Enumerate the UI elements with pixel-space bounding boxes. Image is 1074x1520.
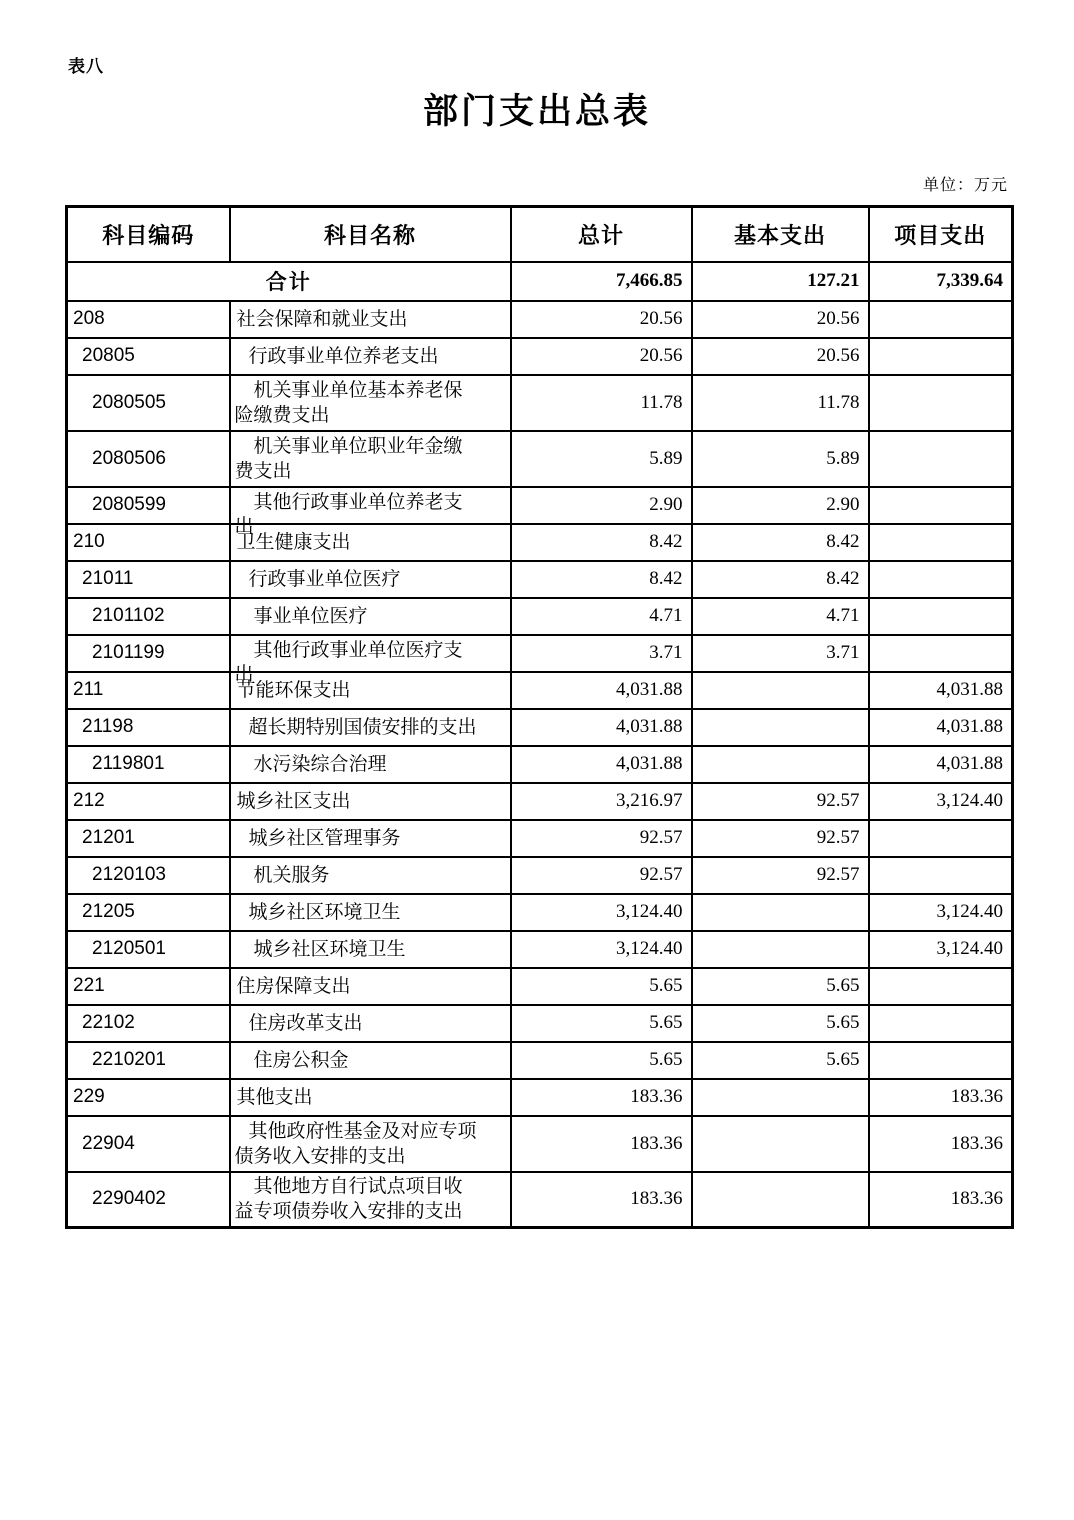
subject-name-line: 社会保障和就业支出	[236, 308, 408, 330]
subject-code-cell: 229	[67, 1079, 230, 1116]
project-expenditure-cell	[869, 375, 1013, 431]
basic-expenditure-cell: 8.42	[692, 524, 869, 561]
project-expenditure-cell: 3,124.40	[869, 783, 1013, 820]
project-expenditure-cell	[869, 338, 1013, 375]
basic-expenditure-cell	[692, 931, 869, 968]
basic-expenditure-cell	[692, 1172, 869, 1228]
subject-name-line: 其他行政事业单位医疗支	[253, 639, 463, 661]
project-expenditure-cell	[869, 857, 1013, 894]
subject-name-cell	[230, 1042, 511, 1079]
subject-code-cell: 21011	[67, 561, 230, 598]
project-expenditure-cell	[869, 635, 1013, 672]
subject-code-cell: 21205	[67, 894, 230, 931]
basic-expenditure-cell: 92.57	[692, 820, 869, 857]
column-header-total: 总计	[511, 207, 692, 262]
project-expenditure-cell: 4,031.88	[869, 709, 1013, 746]
subject-name-cell	[230, 1005, 511, 1042]
project-expenditure-cell	[869, 968, 1013, 1005]
subject-name-text	[235, 752, 504, 777]
subject-name-cell	[230, 524, 511, 561]
total-amount-cell: 8.42	[511, 561, 692, 598]
total-amount-cell: 4,031.88	[511, 672, 692, 709]
subject-name-line: 机关服务	[253, 864, 330, 886]
subject-name-text	[235, 900, 504, 925]
expenditure-table	[65, 205, 1014, 1229]
subject-name-cell	[230, 1079, 511, 1116]
project-expenditure-cell	[869, 301, 1013, 338]
subject-name-line: 超长期特别国债安排的支出	[248, 716, 477, 738]
total-amount-cell: 183.36	[511, 1172, 692, 1228]
sheet-label: 表八	[68, 57, 104, 76]
column-header-project: 项目支出	[869, 207, 1013, 262]
basic-expenditure-cell: 2.90	[692, 487, 869, 524]
subject-name-text	[235, 604, 504, 629]
table-row	[67, 375, 1013, 431]
total-amount-cell: 20.56	[511, 338, 692, 375]
total-amount-cell: 3,124.40	[511, 894, 692, 931]
subject-name-cell	[230, 561, 511, 598]
subject-name-line: 其他政府性基金及对应专项	[248, 1120, 477, 1142]
project-expenditure-cell: 4,031.88	[869, 746, 1013, 783]
basic-expenditure-cell: 20.56	[692, 301, 869, 338]
subject-name-text	[235, 1085, 504, 1110]
subject-name-cell	[230, 894, 511, 931]
table-row	[67, 968, 1013, 1005]
basic-expenditure-cell: 8.42	[692, 561, 869, 598]
table-row	[67, 635, 1013, 672]
project-expenditure-cell	[869, 1042, 1013, 1079]
basic-expenditure-cell	[692, 894, 869, 931]
subject-code-cell: 2101102	[67, 598, 230, 635]
subject-name-text	[235, 1048, 504, 1073]
page-title: 部门支出总表	[422, 92, 651, 131]
subject-name-line: 住房改革支出	[248, 1012, 363, 1034]
subject-name-text	[235, 378, 504, 428]
subject-name-cell	[230, 431, 511, 487]
project-expenditure-cell: 3,124.40	[869, 931, 1013, 968]
subject-name-line: 机关事业单位基本养老保	[253, 379, 463, 401]
subject-name-line: 住房保障支出	[236, 975, 351, 997]
subject-code-cell: 2120501	[67, 931, 230, 968]
subject-name-line: 其他支出	[236, 1086, 313, 1108]
subject-code-cell: 20805	[67, 338, 230, 375]
subject-code-cell: 208	[67, 301, 230, 338]
grand-total-project-cell: 7,339.64	[869, 262, 1013, 301]
subject-code-cell: 2290402	[67, 1172, 230, 1228]
subject-name-text	[235, 826, 504, 851]
subject-name-cell	[230, 709, 511, 746]
project-expenditure-cell: 183.36	[869, 1172, 1013, 1228]
total-amount-cell: 92.57	[511, 820, 692, 857]
subject-name-text	[234, 639, 504, 685]
table-row	[67, 338, 1013, 375]
subject-name-cell	[230, 487, 511, 537]
table-row	[67, 561, 1013, 598]
subject-name-line: 其他行政事业单位养老支	[253, 491, 463, 513]
total-amount-cell: 5.65	[511, 1005, 692, 1042]
table-row	[67, 598, 1013, 635]
project-expenditure-cell	[869, 431, 1013, 487]
subject-name-line: 其他地方自行试点项目收	[253, 1176, 463, 1198]
subject-name-line: 险缴费支出	[234, 404, 330, 426]
subject-name-cell	[230, 1116, 511, 1172]
project-expenditure-cell	[869, 561, 1013, 598]
project-expenditure-cell	[869, 820, 1013, 857]
subject-name-cell	[230, 375, 511, 431]
total-amount-cell: 4.71	[511, 598, 692, 635]
table-row	[67, 709, 1013, 746]
table-row	[67, 931, 1013, 968]
subject-name-text	[235, 789, 504, 814]
table-row	[67, 487, 1013, 524]
project-expenditure-cell: 3,124.40	[869, 894, 1013, 931]
subject-code-cell: 21198	[67, 709, 230, 746]
basic-expenditure-cell	[692, 672, 869, 709]
table-row	[67, 857, 1013, 894]
table-row	[67, 894, 1013, 931]
project-expenditure-cell	[869, 487, 1013, 524]
grand-total-basic-cell: 127.21	[692, 262, 869, 301]
subject-name-text	[235, 434, 504, 484]
basic-expenditure-cell: 5.89	[692, 431, 869, 487]
subject-name-text	[235, 715, 504, 740]
total-amount-cell: 5.65	[511, 1042, 692, 1079]
table-row	[67, 524, 1013, 561]
subject-code-cell: 22102	[67, 1005, 230, 1042]
total-amount-cell: 5.65	[511, 968, 692, 1005]
total-amount-cell: 5.89	[511, 431, 692, 487]
subject-name-line: 费支出	[234, 460, 292, 482]
table-row	[67, 746, 1013, 783]
subject-name-text	[235, 974, 504, 999]
subject-name-text	[235, 307, 504, 332]
basic-expenditure-cell: 4.71	[692, 598, 869, 635]
subject-name-line: 行政事业单位医疗	[248, 568, 401, 590]
subject-name-cell	[230, 598, 511, 635]
basic-expenditure-cell	[692, 709, 869, 746]
subject-name-text	[235, 344, 504, 369]
table-row	[67, 431, 1013, 487]
subject-name-text	[235, 1174, 504, 1224]
subject-name-text	[234, 491, 504, 537]
project-expenditure-cell: 183.36	[869, 1079, 1013, 1116]
subject-name-line: 水污染综合治理	[253, 753, 387, 775]
basic-expenditure-cell: 92.57	[692, 783, 869, 820]
subject-name-text	[235, 530, 504, 555]
subject-name-text	[235, 567, 504, 592]
total-amount-cell: 20.56	[511, 301, 692, 338]
subject-name-line: 卫生健康支出	[236, 531, 351, 553]
table-row	[67, 783, 1013, 820]
subject-name-line: 机关事业单位职业年金缴	[253, 435, 463, 457]
subject-code-cell: 2210201	[67, 1042, 230, 1079]
subject-name-cell	[230, 635, 511, 685]
project-expenditure-cell	[869, 598, 1013, 635]
column-header-basic: 基本支出	[692, 207, 869, 262]
subject-code-cell: 2120103	[67, 857, 230, 894]
project-expenditure-cell	[869, 1005, 1013, 1042]
subject-code-cell: 211	[67, 672, 230, 709]
unit-label: 单位：万元	[922, 177, 1008, 194]
basic-expenditure-cell	[692, 1079, 869, 1116]
subject-name-cell	[230, 746, 511, 783]
subject-name-line: 城乡社区管理事务	[248, 827, 401, 849]
project-expenditure-cell: 183.36	[869, 1116, 1013, 1172]
subject-name-text	[235, 937, 504, 962]
subject-name-cell	[230, 968, 511, 1005]
total-amount-cell: 11.78	[511, 375, 692, 431]
total-amount-cell: 183.36	[511, 1079, 692, 1116]
subject-code-cell: 2080506	[67, 431, 230, 487]
table-row	[67, 672, 1013, 709]
subject-code-cell: 2080599	[67, 487, 230, 524]
subject-name-line: 行政事业单位养老支出	[248, 345, 439, 367]
subject-name-text	[235, 1011, 504, 1036]
grand-total-row	[67, 262, 1013, 301]
subject-name-cell	[230, 820, 511, 857]
total-amount-cell: 183.36	[511, 1116, 692, 1172]
subject-name-text	[235, 678, 504, 703]
subject-code-cell: 212	[67, 783, 230, 820]
total-amount-cell: 3.71	[511, 635, 692, 672]
table-row	[67, 1042, 1013, 1079]
subject-name-line: 出	[234, 515, 254, 537]
total-amount-cell: 3,216.97	[511, 783, 692, 820]
subject-name-cell	[230, 931, 511, 968]
subject-name-line: 城乡社区环境卫生	[253, 938, 406, 960]
column-header-name: 科目名称	[230, 207, 511, 262]
subject-code-cell: 221	[67, 968, 230, 1005]
subject-name-line: 事业单位医疗	[253, 605, 368, 627]
subject-name-cell	[230, 672, 511, 709]
basic-expenditure-cell: 5.65	[692, 1042, 869, 1079]
table-header-row	[67, 207, 1013, 262]
subject-name-cell	[230, 1172, 511, 1228]
subject-name-line: 城乡社区支出	[236, 790, 351, 812]
subject-name-text	[235, 1119, 504, 1169]
total-amount-cell: 4,031.88	[511, 746, 692, 783]
grand-total-total-cell: 7,466.85	[511, 262, 692, 301]
basic-expenditure-cell: 92.57	[692, 857, 869, 894]
table-row	[67, 1079, 1013, 1116]
basic-expenditure-cell	[692, 1116, 869, 1172]
subject-code-cell: 21201	[67, 820, 230, 857]
total-amount-cell: 4,031.88	[511, 709, 692, 746]
basic-expenditure-cell: 20.56	[692, 338, 869, 375]
total-amount-cell: 3,124.40	[511, 931, 692, 968]
basic-expenditure-cell: 5.65	[692, 1005, 869, 1042]
table-row	[67, 1116, 1013, 1172]
subject-name-cell	[230, 783, 511, 820]
total-amount-cell: 8.42	[511, 524, 692, 561]
project-expenditure-cell	[869, 524, 1013, 561]
subject-name-line: 节能环保支出	[236, 679, 351, 701]
subject-name-line: 城乡社区环境卫生	[248, 901, 401, 923]
subject-code-cell: 2119801	[67, 746, 230, 783]
subject-name-line: 出	[234, 663, 254, 685]
basic-expenditure-cell: 3.71	[692, 635, 869, 672]
subject-code-cell: 2080505	[67, 375, 230, 431]
subject-name-line: 益专项债券收入安排的支出	[234, 1201, 463, 1223]
subject-name-text	[235, 863, 504, 888]
subject-name-line: 债务收入安排的支出	[234, 1145, 406, 1167]
basic-expenditure-cell: 11.78	[692, 375, 869, 431]
table-row	[67, 301, 1013, 338]
subject-name-cell	[230, 338, 511, 375]
column-header-code: 科目编码	[67, 207, 230, 262]
grand-total-label: 合计	[67, 262, 511, 301]
subject-name-line: 住房公积金	[253, 1049, 349, 1071]
subject-code-cell: 22904	[67, 1116, 230, 1172]
subject-code-cell: 210	[67, 524, 230, 561]
subject-name-cell	[230, 301, 511, 338]
total-amount-cell: 92.57	[511, 857, 692, 894]
table-row	[67, 1172, 1013, 1228]
subject-name-cell	[230, 857, 511, 894]
total-amount-cell: 2.90	[511, 487, 692, 524]
basic-expenditure-cell: 5.65	[692, 968, 869, 1005]
basic-expenditure-cell	[692, 746, 869, 783]
project-expenditure-cell: 4,031.88	[869, 672, 1013, 709]
subject-code-cell: 2101199	[67, 635, 230, 672]
table-row	[67, 1005, 1013, 1042]
table-row	[67, 820, 1013, 857]
